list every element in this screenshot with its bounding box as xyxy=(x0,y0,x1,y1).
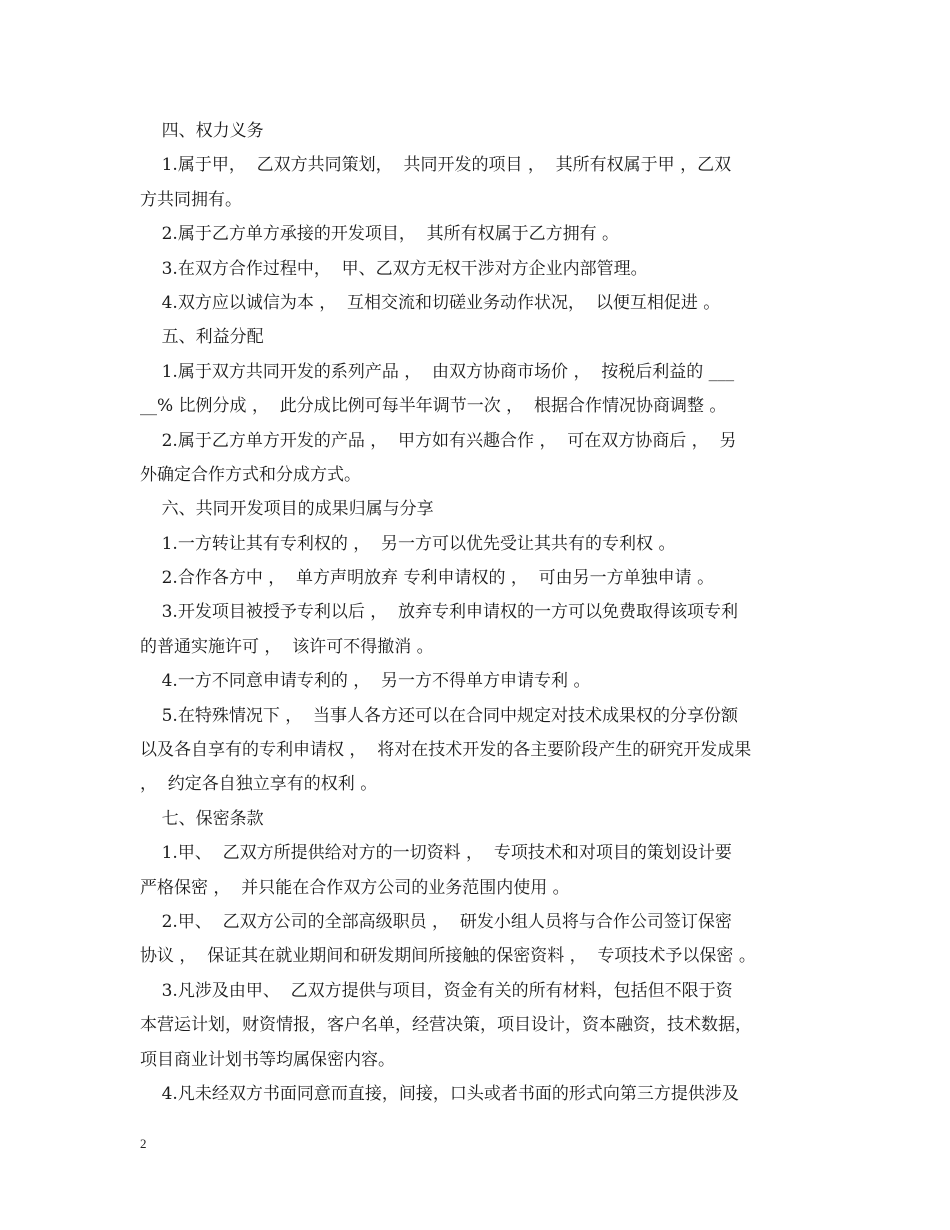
text-line: 项目商业计划书等均属保密内容。 xyxy=(140,1049,395,1070)
text-line: 六、共同开发项目的成果归属与分享 xyxy=(140,499,434,520)
page-number: 2 xyxy=(140,1136,147,1151)
text-line: 的普通实施许可 ， 该许可不得撤消 。 xyxy=(140,636,434,657)
text-line: 2.属于乙方单方承接的开发项目， 其所有权属于乙方拥有 。 xyxy=(140,224,620,245)
text-line: 协议 ， 保证其在就业期间和研发期间所接触的保密资料 ， 专项技术予以保密 。 xyxy=(140,946,756,967)
text-line: 七、保密条款 xyxy=(140,808,264,829)
text-line: 外确定合作方式和分成方式。 xyxy=(140,464,361,485)
text-line: 3.凡涉及由甲、 乙双方提供与项目，资金有关的所有材料，包括但不限于资 xyxy=(140,980,733,1001)
text-line: 2.合作各方中 ， 单方声明放弃 专利申请权的 ， 可由另一方单独申请 。 xyxy=(140,568,715,589)
text-line: 1.甲、 乙双方所提供给对方的一切资料 ， 专项技术和对项目的策划设计要 xyxy=(140,843,732,864)
text-line: 五、利益分配 xyxy=(140,327,264,348)
text-line: 4.双方应以诚信为本 ， 互相交流和切磋业务动作状况， 以便互相促进 。 xyxy=(140,292,721,313)
text-line: 3.开发项目被授予专利以后 ， 放弃专利申请权的一方可以免费取得该项专利 xyxy=(140,602,739,623)
text-line: 4.凡未经双方书面同意而直接，间接，口头或者书面的形式向第三方提供涉及 xyxy=(140,1083,739,1104)
text-line: ， 约定各自独立享有的权利 。 xyxy=(140,774,378,795)
text-line: 方共同拥有。 xyxy=(140,189,242,210)
text-line: 本营运计划，财资情报，客户名单，经营决策，项目设计，资本融资，技术数据， xyxy=(140,1015,752,1036)
text-line: 2.甲、 乙双方公司的全部高级职员 ， 研发小组人员将与合作公司签订保密 xyxy=(140,911,732,932)
text-line: 1.属于双方共同开发的系列产品 ， 由双方协商市场价 ， 按税后利益的 ___ xyxy=(140,361,735,382)
text-line: 严格保密 ， 并只能在合作双方公司的业务范围内使用 。 xyxy=(140,877,570,898)
text-line: 1.属于甲， 乙双方共同策划， 共同开发的项目 ， 其所有权属于甲 ，乙双 xyxy=(140,155,732,176)
text-line: 1.一方转让其有专利权的 ， 另一方可以优先受让其共有的专利权 。 xyxy=(140,533,676,554)
text-line: 5.在特殊情况下 ， 当事人各方还可以在合同中规定对技术成果权的分享份额 xyxy=(140,705,739,726)
text-line: __% 比例分成 ， 此分成比例可每半年调节一次 ， 根据合作情况协商调整 。 xyxy=(140,396,727,417)
document-body xyxy=(140,114,812,1111)
text-line: 4.一方不同意申请专利的 ， 另一方不得单方申请专利 。 xyxy=(140,671,591,692)
text-line: 2.属于乙方单方开发的产品 ， 甲方如有兴趣合作 ， 可在双方协商后 ， 另 xyxy=(140,430,737,451)
text-line: 四、权力义务 xyxy=(140,121,264,141)
text-line: 以及各自享有的专利申请权 ， 将对在技术开发的各主要阶段产生的研究开发成果 xyxy=(140,740,752,761)
text-line: 3.在双方合作过程中， 甲、乙双方无权干涉对方企业内部管理。 xyxy=(140,258,648,279)
